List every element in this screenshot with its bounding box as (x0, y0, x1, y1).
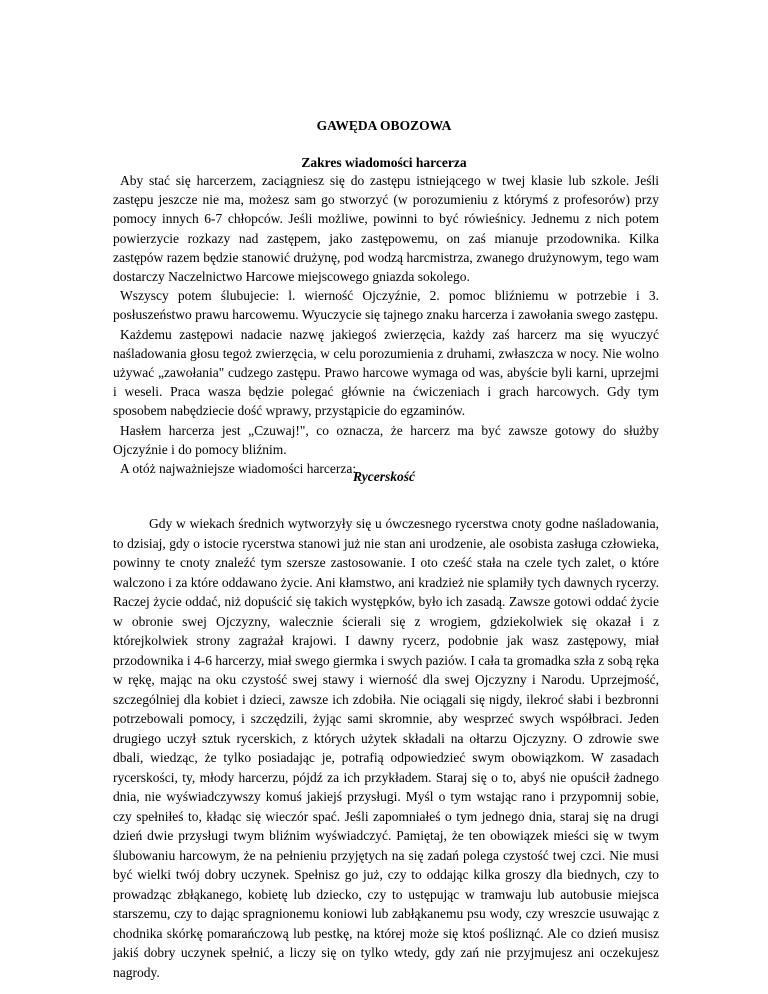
intro-paragraph: Wszyscy potem ślubujecie: l. wierność Ojczyźnie, 2. pomoc bliźniemu w potrzebie i 3. posłuszeństwo prawu harcowemu. Wyuczycie się tajnego znaku harcerza i zawołania swego zastępu. (113, 288, 659, 323)
section-heading: Zakres wiadomości harcerza (301, 155, 467, 170)
intro-text (113, 171, 659, 478)
subsection-heading: Rycerskość (353, 469, 415, 484)
intro-paragraph: Hasłem harcerza jest „Czuwaj!", co oznacza, że harcerz ma być zawsze gotowy do służby Ojczyźnie i do pomocy bliźnim. (113, 422, 659, 457)
document-title: GAWĘDA OBOZOWA (316, 118, 452, 133)
body-text (113, 514, 659, 982)
intro-paragraph: A otóż najważniejsze wiadomości harcerza: (120, 461, 357, 477)
body-paragraph: Gdy w wiekach średnich wytworzyły się u ówczesnego rycerstwa cnoty godne naśladowania, to dzisiaj, gdy o istocie rycerstwa stanowi już nie stan ani urodzenie, ale osobista zasługa człowieka, powinny te cnoty znaleźć tym szersze zastosowanie. I oto cześć stała na czele tych zalet, o które walczono i za które oddawano życie. Ani kłamstwo, ani kradzież nie splamiły tych dawnych rycerzy. Raczej życie oddać, niż dopuścić się takich występków, było ich zasadą. Zawsze gotowi oddać życie w obronie swej Ojczyzny, walecznie ścierali się z wrogiem, gdziekolwiek się okazał i z którejkolwiek strony zagrażał krajowi. I dawny rycerz, podobnie jak wasz zastępowy, miał przodownika i 4-6 harcerzy, miał swego giermka i swych paziów. I cała ta gromadka szła z sobą ręka w rękę, mając na oku czystość swej stawy i wierność dla swej Ojczyzny i Narodu. Uprzejmość, szczególniej dla kobiet i dzieci, zawsze ich zdobiła. Nie ociągali się nigdy, ilekroć słabi i bezbronni potrzebowali pomocy, i szczędzili, żyjąc sami skromnie, aby wesprzeć swych współbraci. Jeden drugiego uczył sztuk rycerskich, z których użytek składali na ołtarzu Ojczyzny. O zdrowie swe dbali, wiedząc, że tylko posiadając je, potrafią odpowiedzieć swym obowiązkom. W zasadach rycerskości, ty, młody harcerzu, pójdź za ich przykładem. Staraj się o to, abyś nie opuścił żadnego dnia, nie wyświadczywszy komuś jakiejś przysługi. Myśl o tym wstając rano i przypomnij sobie, czy spełniłeś to, kładąc się wieczór spać. Jeśli zapomniałeś o tym jednego dnia, staraj się na drugi dzień dwie przysługi twym bliźnim wyświadczyć. Pamiętaj, że ten obowiązek mieści się w twym ślubowaniu harcowym, że na pełnieniu przyjętych na się zadań polega czystość twej czci. Nie musi być wielki twój dobry uczynek. Spełnisz go już, czy to oddając kilka groszy dla biednych, czy to prowadząc zbłąkanego, kobietę lub dziecko, czy to ustępując w tramwaju lub autobusie miejsca starszemu, czy to dając spragnionemu koniowi lub zabłąkanemu psu wody, czy wreszcie usuwając z chodnika skórkę pomarańczową lub pestkę, na której może się ktoś pośliznąć. Ale co dzień musisz jakiś dobry uczynek spełnić, a liczy się on tylko wtedy, gdy zań nie przyjmujesz ani oczekujesz nagrody. (113, 516, 659, 980)
intro-paragraph: Każdemu zastępowi nadacie nazwę jakiegoś zwierzęcia, każdy zaś harcerz ma się wyuczyć naśladowania głosu tegoż zwierzęcia, w celu porozumienia z druhami, zwłaszcza w nocy. Nie wolno używać „zawołania" cudzego zastępu. Prawo harcowe wymaga od was, abyście byli karni, uprzejmi i weseli. Praca wasza będzie polegać głównie na ćwiczeniach i grach harcowych. Gdy tym sposobem nabędziecie dość wprawy, przystąpicie do egzaminów. (113, 326, 659, 419)
intro-paragraph: Aby stać się harcerzem, zaciągniesz się do zastępu istniejącego w twej klasie lub szkole. Jeśli zastępu jeszcze nie ma, możesz sam go stworzyć (w porozumieniu z którymś z profesorów) przy pomocy innych 6-7 chłopców. Jeśli możliwe, powinni to być rówieśnicy. Jednemu z nich potem powierzycie rozkazy nad zastępem, jako zastępowemu, on zaś mianuje przodownika. Kilka zastępów razem będzie stanowić drużynę, pod wodzą harcmistrza, zwanego drużynowym, tego wam dostarczy Naczelnictwo Harcowe miejscowego gniazda sokolego. (113, 173, 659, 285)
